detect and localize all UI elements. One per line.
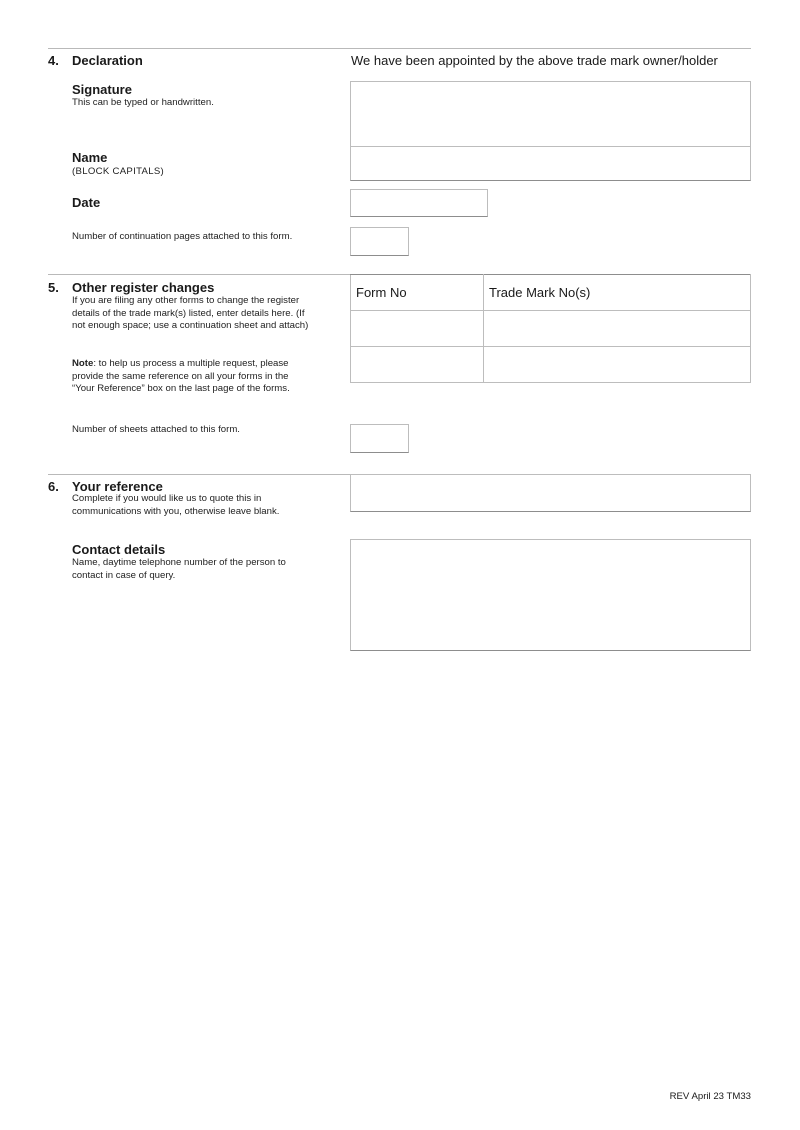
sheets-attached-label: Number of sheets attached to this form. <box>72 424 240 435</box>
section-5-description-text: If you are filing any other forms to change the register details of the trade mark(s) listed, enter details here. (If not enough space; use a continuation sheet and attach) <box>72 295 309 332</box>
contact-details-title: Contact details <box>72 542 166 557</box>
section-5-description <box>72 295 312 333</box>
declaration-statement: We have been appointed by the above trade mark owner/holder <box>351 53 718 68</box>
section-6-title: Your reference <box>72 479 163 494</box>
note-text: : to help us process a multiple request, please provide the same reference on all your forms in the “Your Reference” box on the last page of the forms. <box>72 358 290 395</box>
table-header-row <box>351 275 751 311</box>
contact-details-description: Name, daytime telephone number of the person to contact in case of query. <box>72 557 286 581</box>
section-5-note <box>72 358 302 396</box>
name-hint: (BLOCK CAPITALS) <box>72 166 165 177</box>
contact-details-field[interactable] <box>350 539 751 651</box>
other-register-changes-table <box>350 274 751 383</box>
trade-mark-nos-cell <box>484 311 751 347</box>
name-label: Name <box>72 150 108 165</box>
date-label: Date <box>72 195 101 210</box>
form-no-cell <box>351 311 484 347</box>
note-label: Note <box>72 358 94 369</box>
continuation-pages-label: Number of continuation pages attached to this form. <box>72 231 293 242</box>
sheets-attached-field[interactable] <box>350 424 409 453</box>
signature-hint: This can be typed or handwritten. <box>72 97 214 108</box>
section-6-number: 6. <box>48 479 59 494</box>
section-6-description: Complete if you would like us to quote this in communications with you, otherwise leave blank. <box>72 493 280 517</box>
form-no-input[interactable] <box>356 349 482 381</box>
column-header-trade-mark-nos: Trade Mark No(s) <box>484 275 751 311</box>
trade-mark-nos-input[interactable] <box>489 313 749 345</box>
table-row <box>351 311 751 347</box>
section-4-title: Declaration <box>72 53 143 68</box>
form-no-input[interactable] <box>356 313 482 345</box>
section-5-number: 5. <box>48 280 59 295</box>
trade-mark-nos-cell <box>484 347 751 383</box>
signature-field[interactable] <box>350 81 751 147</box>
signature-label: Signature <box>72 82 132 97</box>
your-reference-field[interactable] <box>350 474 751 512</box>
section-5-title: Other register changes <box>72 280 215 295</box>
continuation-pages-field[interactable] <box>350 227 409 256</box>
name-field[interactable] <box>350 146 751 181</box>
section-4-number: 4. <box>48 53 59 68</box>
form-no-cell <box>351 347 484 383</box>
date-field[interactable] <box>350 189 488 217</box>
table-row <box>351 347 751 383</box>
section-4-divider <box>48 48 751 49</box>
trade-mark-nos-input[interactable] <box>489 349 749 381</box>
revision-footer: REV April 23 TM33 <box>669 1091 751 1102</box>
column-header-form-no: Form No <box>351 275 484 311</box>
